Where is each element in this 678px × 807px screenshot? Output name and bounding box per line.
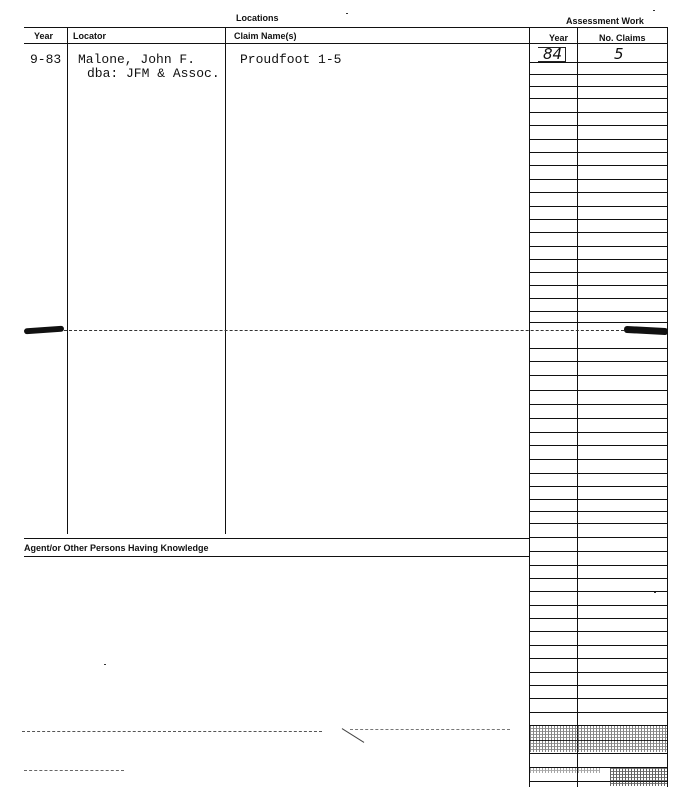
scan-noise: [530, 768, 600, 773]
fold-mark-right: [624, 326, 668, 335]
assessment-work-title: Assessment Work: [566, 16, 644, 26]
divider-locator-claims: [225, 27, 226, 534]
divider-year-locator: [67, 27, 68, 534]
column-header-no-claims: No. Claims: [599, 33, 646, 43]
column-header-claim-names: Claim Name(s): [234, 31, 297, 41]
scan-streak: [22, 731, 322, 732]
scan-noise: [530, 726, 667, 752]
scan-streak: [24, 770, 124, 771]
assessment-year-value: 84: [543, 45, 563, 63]
scan-speck: [346, 13, 348, 14]
header-bottom-rule: [24, 43, 668, 44]
scan-streak: [350, 729, 510, 730]
divider-aw-year-claims: [577, 27, 578, 787]
column-header-assessment-year: Year: [549, 33, 569, 43]
scan-noise: [610, 768, 667, 786]
column-header-year: Year: [34, 31, 54, 41]
fold-mark-left: [24, 326, 64, 335]
entry-year: 9-83: [30, 52, 62, 67]
fold-line: [64, 330, 624, 331]
table-bottom-rule: [24, 538, 530, 539]
scan-speck: [653, 10, 655, 11]
column-header-locator: Locator: [73, 31, 107, 41]
locations-title: Locations: [236, 13, 279, 23]
divider-claims-assessment: [529, 27, 530, 787]
scan-streak: [342, 728, 365, 743]
scan-speck: [654, 592, 656, 593]
agent-section-label: Agent/or Other Persons Having Knowledge: [24, 543, 209, 553]
right-border: [667, 27, 668, 787]
top-rule: [24, 27, 668, 28]
assessment-year-box: [538, 47, 566, 62]
entry-claim-name: Proudfoot 1-5: [240, 52, 342, 67]
entry-locator-dba: dba: JFM & Assoc.: [87, 66, 220, 81]
agent-section-rule: [24, 556, 530, 557]
entry-locator-name: Malone, John F.: [78, 52, 196, 67]
assessment-no-claims-value: 5: [614, 45, 624, 63]
scan-speck: [104, 664, 106, 665]
